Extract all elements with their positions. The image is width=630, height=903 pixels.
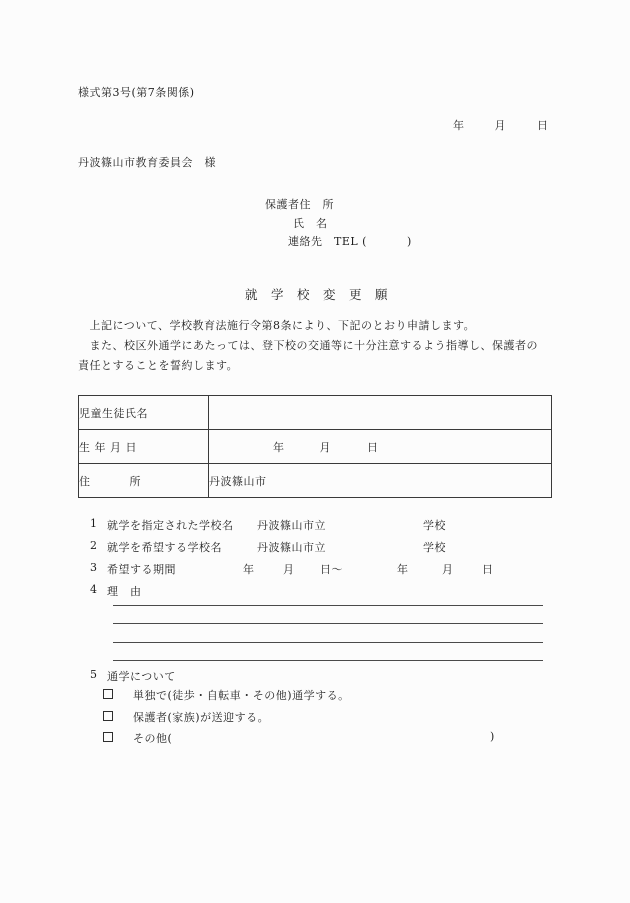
- reason-line-4: [113, 660, 543, 661]
- address-label-right: 所: [129, 474, 141, 488]
- contact-paren-close: ): [406, 235, 412, 248]
- reason-line-2: [113, 623, 543, 624]
- period-from-year: 年: [243, 563, 255, 576]
- commute-option-guardian: 保護者(家族)が送迎する。: [133, 711, 270, 724]
- commute-option-alone: 単独で(徒歩・自転車・その他)通学する。: [133, 689, 350, 702]
- item2-suffix: 学校: [423, 541, 446, 554]
- checkbox-icon-other[interactable]: [103, 732, 113, 742]
- period-to-month: 月: [442, 563, 454, 576]
- submission-date-line: [453, 117, 549, 133]
- address-label: [79, 464, 209, 498]
- body-line-2: また、校区外通学にあたっては、登下校の交通等に十分注意するよう指導し、保護者の: [78, 339, 538, 352]
- guardian-address-label: 保護者住 所: [265, 198, 334, 211]
- commute-number: 5: [90, 668, 98, 681]
- checkbox-icon-guardian-transport[interactable]: [103, 711, 113, 721]
- item3-number: 3: [90, 561, 98, 574]
- applicant-table: [78, 395, 552, 498]
- item2-number: 2: [90, 539, 98, 552]
- item4-number: 4: [90, 583, 98, 596]
- contact-tel-label: 連絡先 TEL (: [288, 235, 367, 248]
- birth-day-label: 日: [367, 440, 379, 454]
- reason-line-3: [113, 642, 543, 643]
- form-number: 様式第3号(第7条関係): [78, 86, 195, 99]
- birth-month-label: 月: [319, 440, 331, 454]
- item2-value: 丹波篠山市立: [257, 541, 326, 554]
- item4-label: 理 由: [107, 585, 142, 598]
- body-paragraph: [78, 316, 538, 376]
- table-row: [79, 430, 552, 464]
- guardian-name-label: 氏 名: [293, 217, 328, 230]
- period-to-year: 年: [397, 563, 409, 576]
- date-year-label: 年: [453, 119, 465, 132]
- item1-suffix: 学校: [423, 519, 446, 532]
- student-name-label: 児童生徒氏名: [79, 396, 209, 430]
- document-title: 就 学 校 変 更 願: [245, 287, 389, 302]
- table-row: [79, 464, 552, 498]
- address-field: 丹波篠山市: [209, 464, 552, 498]
- item1-value: 丹波篠山市立: [257, 519, 326, 532]
- period-to-day: 日: [482, 563, 494, 576]
- date-day-label: 日: [537, 119, 549, 132]
- birth-year-label: 年: [273, 440, 285, 454]
- birthdate-field: [209, 430, 552, 464]
- item2-label: 就学を希望する学校名: [107, 541, 222, 554]
- period-from-month: 月: [283, 563, 295, 576]
- body-line-1: 上記について、学校教育法施行令第8条により、下記のとおり申請します。: [78, 319, 476, 332]
- table-row: [79, 396, 552, 430]
- guardian-contact-line: [288, 233, 412, 249]
- date-month-label: 月: [494, 119, 506, 132]
- item1-number: 1: [90, 517, 98, 530]
- commute-option-other: その他(: [133, 732, 173, 745]
- commute-label: 通学について: [107, 670, 176, 683]
- body-line-3: 責任とすることを誓約します。: [78, 359, 239, 372]
- checkbox-icon-commute-alone[interactable]: [103, 689, 113, 699]
- period-from-day: 日～: [320, 563, 343, 576]
- reason-line-1: [113, 605, 543, 606]
- addressee: 丹波篠山市教育委員会 様: [78, 156, 216, 169]
- commute-option-other-paren-close: ): [490, 730, 495, 743]
- item1-label: 就学を指定された学校名: [107, 519, 234, 532]
- item3-label: 希望する期間: [107, 563, 176, 576]
- address-label-left: 住: [79, 474, 91, 488]
- student-name-field: [209, 396, 552, 430]
- birthdate-label: 生 年 月 日: [79, 430, 209, 464]
